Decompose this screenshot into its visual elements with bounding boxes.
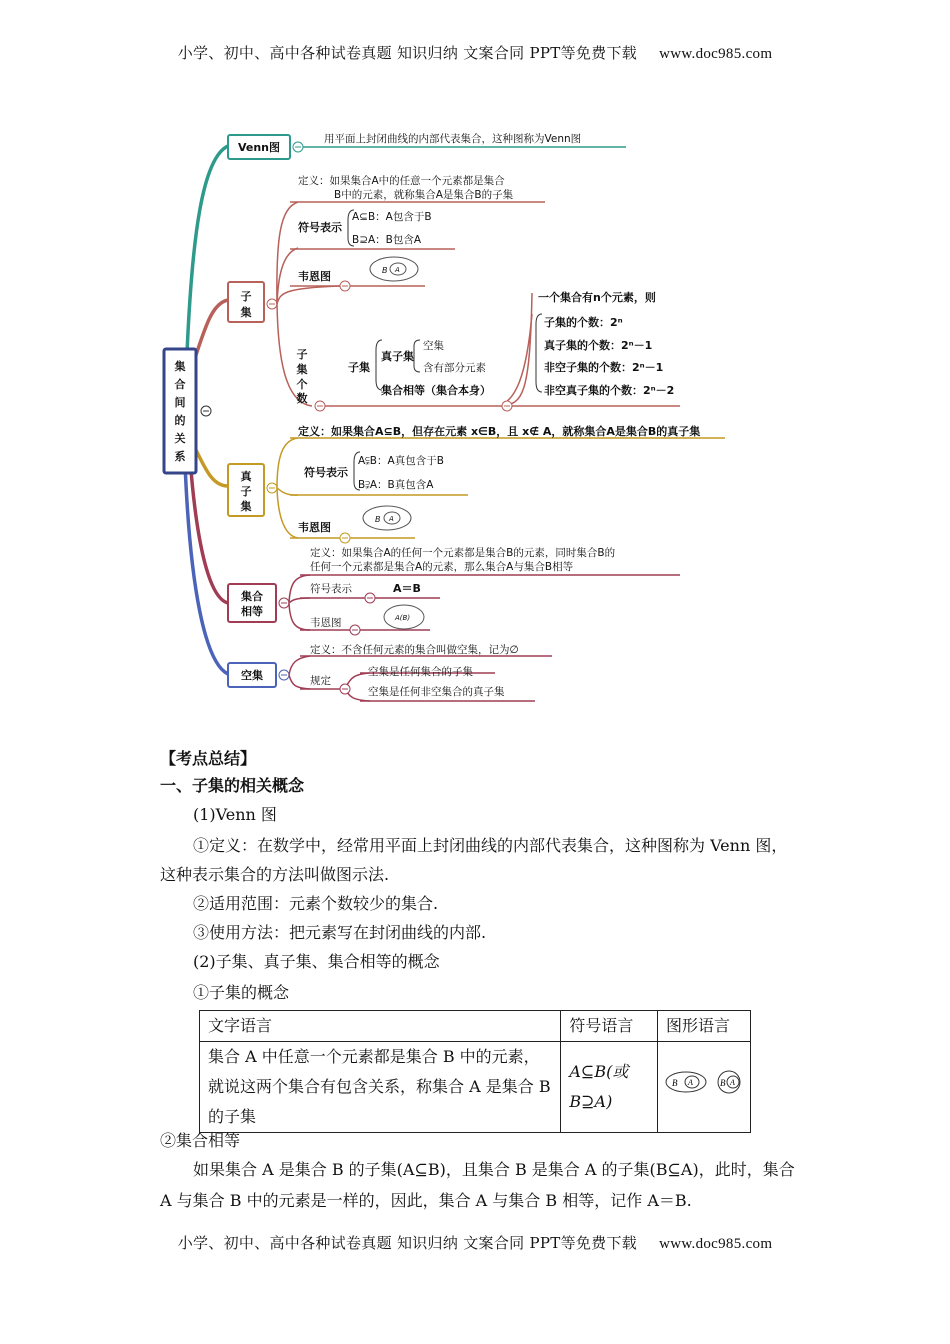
root-char: 合: [174, 378, 186, 391]
definition-line-2: 这种表示集合的方法叫做图示法.: [160, 865, 390, 884]
svg-text:A: A: [395, 266, 400, 274]
venn-label: Venn图: [237, 141, 281, 154]
definition-line-1: ①定义：在数学中，经常用平面上封闭曲线的内部代表集合，这种图称为 Venn 图，: [193, 836, 788, 855]
scope-line: ②适用范围：元素个数较少的集合.: [193, 894, 439, 913]
table-header: 图形语言: [658, 1011, 751, 1042]
count-equal-item: 集合相等（集合本身）: [381, 384, 491, 397]
proper-symbol-label: 符号表示: [304, 466, 348, 479]
venn-heading: (1)Venn 图: [193, 805, 277, 824]
table-cell-text: 集合 A 中任意一个元素都是集合 B 中的元素， 就说这两个集合有包含关系，称集合 A 是集合 B 的子集: [200, 1042, 561, 1133]
equal-def-2: 任何一个元素都是集合A的元素，那么集合A与集合B相等: [310, 561, 574, 573]
svg-text:数: 数: [296, 392, 308, 405]
summary-title: 【考点总结】: [160, 749, 257, 768]
svg-text:相等: 相等: [241, 605, 263, 618]
equal-heading: ②集合相等: [160, 1131, 241, 1150]
collapse-icon[interactable]: [279, 598, 289, 608]
svg-text:A: A: [389, 515, 394, 523]
subset-def-1: 定义：如果集合A中的任意一个元素都是集合: [298, 175, 505, 187]
svg-text:A: A: [688, 1078, 693, 1087]
header-site: www.doc985.com: [659, 46, 773, 62]
concept-heading: (2)子集、真子集、集合相等的概念: [193, 952, 440, 971]
empty-def: 定义：不含任何元素的集合叫做空集，记为∅: [310, 644, 519, 656]
svg-text:子: 子: [240, 485, 252, 498]
equal-line-2: A 与集合 B 中的元素是一样的，因此，集合 A 与集合 B 相等，记作 A＝B.: [160, 1191, 692, 1210]
subset-symbol-label: 符号表示: [298, 221, 342, 234]
collapse-icon[interactable]: [340, 281, 350, 291]
root-char: 关: [174, 432, 186, 445]
count-1: 子集的个数：2ⁿ: [544, 316, 623, 329]
table-header: 文字语言: [200, 1011, 561, 1042]
proper-sym-1: A⫋B：A真包含于B: [358, 455, 444, 467]
mind-map: [150, 118, 770, 718]
footer-site: www.doc985.com: [659, 1236, 773, 1252]
equal-line-1: 如果集合 A 是集合 B 的子集(A⊆B)，且集合 B 是集合 A 的子集(B⊆A)，此时，集合: [193, 1160, 795, 1179]
venn-diagram-proper: [363, 506, 411, 530]
collapse-icon[interactable]: [365, 593, 375, 603]
collapse-icon[interactable]: [350, 625, 360, 635]
collapse-icon[interactable]: [340, 533, 350, 543]
proper-venn-label: 韦恩图: [298, 521, 331, 534]
subset-def-2: B中的元素，就称集合A是集合B的子集: [334, 189, 514, 201]
subset-sym-1: A⊆B：A包含于B: [352, 211, 432, 223]
venn-diagram-subset: [370, 257, 418, 281]
subset-sym-2: B⊇A：B包含A: [352, 234, 422, 246]
svg-text:A: A: [730, 1078, 735, 1087]
count-3: 非空子集的个数：2ⁿ－1: [544, 361, 664, 374]
collapse-icon[interactable]: [267, 483, 277, 493]
svg-text:B: B: [375, 515, 381, 524]
svg-text:个: 个: [296, 378, 308, 391]
proper-sym-2: B⫌A：B真包含A: [358, 479, 434, 491]
collapse-icon[interactable]: [502, 401, 512, 411]
venn-diagram-equal: [384, 605, 424, 629]
collapse-icon[interactable]: [340, 684, 350, 694]
collapse-icon[interactable]: [293, 142, 303, 152]
root-char: 集: [174, 360, 186, 373]
root-char: 的: [174, 414, 186, 427]
svg-text:A(B): A(B): [395, 614, 411, 622]
count-2: 真子集的个数：2ⁿ－1: [544, 339, 653, 352]
svg-text:集合: 集合: [241, 590, 263, 603]
table-header: 符号语言: [561, 1011, 658, 1042]
footer-text: 小学、初中、高中各种试卷真题 知识归纳 文案合同 PPT等免费下载: [177, 1234, 638, 1252]
branch-subset: [195, 300, 228, 358]
collapse-icon[interactable]: [315, 401, 325, 411]
collapse-icon[interactable]: [279, 670, 289, 680]
equal-sym: A＝B: [393, 582, 421, 595]
usage-line: ③使用方法：把元素写在封闭曲线的内部.: [193, 923, 487, 942]
root-char: 系: [174, 450, 186, 463]
empty-rule-2: 空集是任何非空集合的真子集: [368, 686, 505, 698]
svg-text:B: B: [672, 1078, 678, 1088]
page-header: [0, 42, 950, 63]
branch-proper: [195, 448, 228, 486]
empty-rule-1: 空集是任何集合的子集: [368, 666, 473, 678]
count-partial-item: 含有部分元素: [423, 362, 486, 374]
collapse-icon[interactable]: [201, 406, 211, 416]
proper-def: 定义：如果集合A⊆B，但存在元素 x∈B，且 x∉ A，就称集合A是集合B的真子集: [298, 425, 701, 438]
venn-desc: 用平面上封闭曲线的内部代表集合，这种图称为Venn图: [324, 133, 582, 145]
svg-text:B: B: [382, 266, 388, 275]
svg-text:B: B: [720, 1078, 726, 1088]
empty-label: 空集: [241, 669, 263, 682]
count-4: 非空真子集的个数：2ⁿ－2: [544, 384, 675, 397]
count-title: 一个集合有n个元素，则: [538, 291, 656, 304]
svg-text:集: 集: [296, 363, 308, 376]
count-empty-item: 空集: [423, 340, 444, 352]
equal-venn-label: 韦恩图: [310, 617, 342, 629]
count-subset-label: 子集: [348, 361, 370, 374]
subset-table: [199, 1010, 751, 1133]
count-proper-label: 真子集: [381, 350, 414, 363]
table-cell-symbol: A⊆B(或 B⊇A): [561, 1042, 658, 1133]
svg-text:子: 子: [240, 290, 252, 303]
table-cell-figure: [658, 1042, 751, 1133]
subset-venn-label: 韦恩图: [298, 270, 331, 283]
equal-symbol-label: 符号表示: [310, 583, 352, 595]
equal-def-1: 定义：如果集合A的任何一个元素都是集合B的元素，同时集合B的: [310, 547, 616, 559]
svg-text:集: 集: [240, 306, 252, 319]
root-char: 间: [174, 396, 186, 409]
page-footer: [0, 1232, 950, 1253]
svg-text:子: 子: [296, 348, 308, 361]
collapse-icon[interactable]: [267, 299, 277, 309]
header-text: 小学、初中、高中各种试卷真题 知识归纳 文案合同 PPT等免费下载: [177, 44, 638, 62]
section-heading: 一、子集的相关概念: [160, 776, 305, 795]
venn-figure: [664, 1069, 744, 1095]
subset-heading: ①子集的概念: [193, 983, 290, 1002]
empty-rule-label: 规定: [310, 675, 331, 687]
svg-text:真: 真: [240, 470, 252, 483]
svg-text:集: 集: [240, 500, 252, 513]
